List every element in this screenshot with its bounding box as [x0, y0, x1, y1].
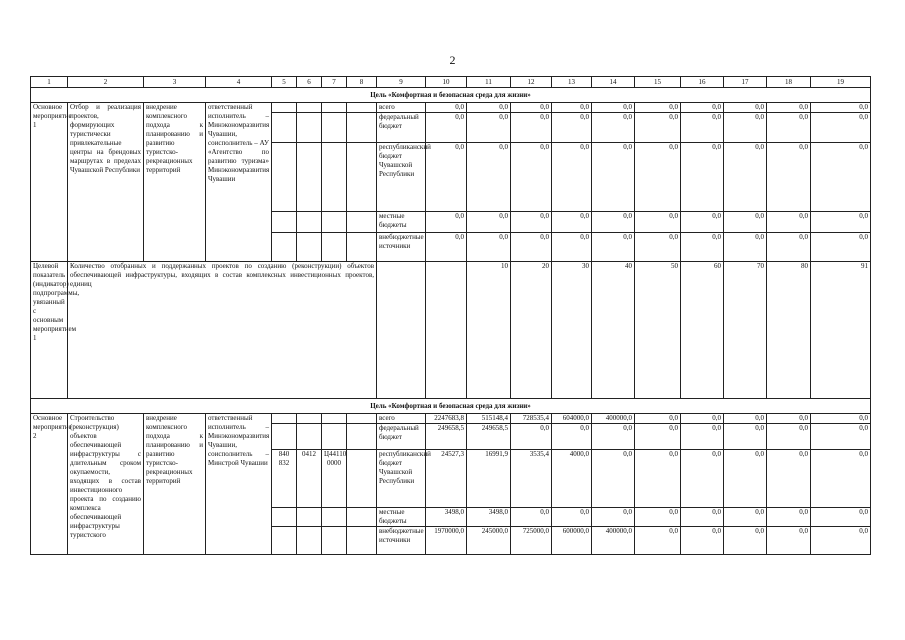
- funding-source: республиканский бюджет Чувашской Республики: [377, 450, 426, 508]
- empty-cell: [322, 508, 347, 527]
- value-cell: 0,0: [767, 508, 811, 527]
- value-cell: 604000,0: [552, 414, 592, 424]
- activity-label: Основное мероприятие 1: [31, 103, 68, 262]
- value-cell: 0,0: [724, 527, 767, 555]
- value-cell: 0,0: [724, 212, 767, 233]
- value-cell: 0,0: [511, 212, 552, 233]
- empty-cell: [322, 103, 347, 113]
- value-cell: 50: [635, 262, 681, 399]
- value-cell: 0,0: [681, 527, 724, 555]
- value-cell: 0,0: [811, 233, 871, 262]
- empty-cell: [297, 143, 322, 212]
- value-cell: 0,0: [724, 414, 767, 424]
- value-cell: 0,0: [511, 424, 552, 450]
- empty-cell: [297, 113, 322, 143]
- value-cell: 0,0: [426, 143, 467, 212]
- empty-cell: [297, 233, 322, 262]
- value-cell: 0,0: [724, 143, 767, 212]
- value-cell: 0,0: [811, 143, 871, 212]
- value-cell: 0,0: [467, 143, 511, 212]
- value-cell: 0,0: [592, 103, 635, 113]
- value-cell: 0,0: [811, 103, 871, 113]
- value-cell: 0,0: [767, 450, 811, 508]
- value-cell: 0,0: [635, 508, 681, 527]
- value-cell: 0,0: [635, 233, 681, 262]
- empty-cell: [377, 262, 426, 399]
- empty-cell: [347, 233, 377, 262]
- value-cell: 0,0: [811, 450, 871, 508]
- value-cell: 0,0: [681, 414, 724, 424]
- column-header: 1: [31, 77, 68, 88]
- project-name: Строительство (реконструкция) объектов обеспечивающей инфраструктуры с длительным сроком окупаемости, входящих в состав инвестиционного проекта по созданию комплекса обеспечивающей инфраструктуры туристского: [68, 414, 144, 555]
- value-cell: 0,0: [552, 103, 592, 113]
- value-cell: 0,0: [811, 508, 871, 527]
- empty-cell: [272, 424, 297, 450]
- empty-cell: [347, 424, 377, 450]
- empty-cell: [272, 414, 297, 424]
- goal-title: Цель «Комфортная и безопасная среда для жизни»: [31, 399, 871, 414]
- empty-cell: [297, 508, 322, 527]
- value-cell: 80: [767, 262, 811, 399]
- value-cell: 0,0: [767, 143, 811, 212]
- value-cell: 0,0: [552, 113, 592, 143]
- page-number: 2: [449, 53, 456, 67]
- value-cell: 0,0: [724, 113, 767, 143]
- value-cell: 0,0: [681, 508, 724, 527]
- empty-cell: [322, 414, 347, 424]
- header-row: [31, 77, 871, 88]
- empty-cell: [322, 212, 347, 233]
- value-cell: 0,0: [635, 450, 681, 508]
- value-cell: 0,0: [724, 233, 767, 262]
- goal-row: [31, 399, 871, 414]
- value-cell: 0,0: [592, 212, 635, 233]
- value-cell: 0,0: [511, 113, 552, 143]
- empty-cell: [347, 450, 377, 508]
- funding-source: федеральный бюджет: [377, 113, 426, 143]
- column-header: 3: [144, 77, 206, 88]
- value-cell: 0,0: [681, 113, 724, 143]
- table-row: [31, 103, 871, 113]
- funding-source: федеральный бюджет: [377, 424, 426, 450]
- value-cell: 0,0: [511, 508, 552, 527]
- value-cell: 0,0: [724, 424, 767, 450]
- funding-source: всего: [377, 103, 426, 113]
- value-cell: 0,0: [552, 143, 592, 212]
- value-cell: 0,0: [767, 414, 811, 424]
- empty-cell: [347, 103, 377, 113]
- value-cell: 0,0: [426, 212, 467, 233]
- column-header: 2: [68, 77, 144, 88]
- value-cell: 0,0: [635, 527, 681, 555]
- column-header: 9: [377, 77, 426, 88]
- value-cell: 0,0: [681, 233, 724, 262]
- value-cell: 0,0: [552, 212, 592, 233]
- empty-cell: [426, 262, 467, 399]
- value-cell: 0,0: [635, 414, 681, 424]
- direction-text: внедрение комплексного подхода к планированию и развитию туристско-рекреационных территорий: [144, 414, 206, 555]
- empty-cell: [272, 508, 297, 527]
- value-cell: 4000,0: [552, 450, 592, 508]
- column-header: 15: [635, 77, 681, 88]
- value-cell: 0,0: [681, 212, 724, 233]
- empty-cell: [272, 527, 297, 555]
- value-cell: 0,0: [681, 424, 724, 450]
- value-cell: 0,0: [511, 103, 552, 113]
- value-cell: 60: [681, 262, 724, 399]
- value-cell: 70: [724, 262, 767, 399]
- value-cell: 1970000,0: [426, 527, 467, 555]
- value-cell: 0,0: [467, 103, 511, 113]
- funding-source: внебюджетные источники: [377, 233, 426, 262]
- column-header: 17: [724, 77, 767, 88]
- value-cell: 0,0: [811, 527, 871, 555]
- value-cell: 20: [511, 262, 552, 399]
- value-cell: 0,0: [552, 233, 592, 262]
- value-cell: 0,0: [681, 450, 724, 508]
- value-cell: 3498,0: [467, 508, 511, 527]
- value-cell: 0,0: [467, 233, 511, 262]
- indicator-label: Целевой показатель (индикатор) подпрограммы, увязанный с основным мероприятием 1: [31, 262, 68, 399]
- column-header: 13: [552, 77, 592, 88]
- value-cell: 0,0: [724, 508, 767, 527]
- program-table: [30, 76, 871, 555]
- value-cell: 0,0: [811, 424, 871, 450]
- value-cell: 0,0: [426, 113, 467, 143]
- value-cell: 0,0: [467, 212, 511, 233]
- value-cell: 0,0: [426, 233, 467, 262]
- empty-cell: [297, 424, 322, 450]
- empty-cell: [272, 212, 297, 233]
- empty-cell: [297, 103, 322, 113]
- value-cell: 0,0: [426, 103, 467, 113]
- column-header: 14: [592, 77, 635, 88]
- value-cell: 30: [552, 262, 592, 399]
- empty-cell: [322, 143, 347, 212]
- value-cell: 0,0: [592, 424, 635, 450]
- column-header: 11: [467, 77, 511, 88]
- empty-cell: [297, 414, 322, 424]
- value-cell: 0,0: [592, 233, 635, 262]
- indicator-text: Количество отобранных и поддержанных проектов по созданию (реконструкции) объектов обеспечивающей инфраструктуры, входящих в состав комплексных инвестиционных проектов, единиц: [68, 262, 377, 399]
- value-cell: 0,0: [635, 424, 681, 450]
- empty-cell: [272, 233, 297, 262]
- table-row: [31, 414, 871, 424]
- value-cell: 91: [811, 262, 871, 399]
- value-cell: 0,0: [767, 113, 811, 143]
- value-cell: 0,0: [767, 233, 811, 262]
- value-cell: 0,0: [811, 212, 871, 233]
- empty-cell: [347, 212, 377, 233]
- empty-cell: [322, 424, 347, 450]
- funding-source: местные бюджеты: [377, 508, 426, 527]
- value-cell: 0,0: [767, 424, 811, 450]
- value-cell: 0,0: [467, 113, 511, 143]
- empty-cell: [347, 527, 377, 555]
- value-cell: 0,0: [635, 103, 681, 113]
- value-cell: 400000,0: [592, 527, 635, 555]
- value-cell: 0,0: [767, 212, 811, 233]
- empty-cell: [322, 233, 347, 262]
- column-header: 18: [767, 77, 811, 88]
- value-cell: 0,0: [635, 113, 681, 143]
- empty-cell: [347, 508, 377, 527]
- value-cell: 3535,4: [511, 450, 552, 508]
- goal-row: [31, 88, 871, 103]
- empty-cell: [297, 527, 322, 555]
- column-header: 16: [681, 77, 724, 88]
- empty-cell: [347, 113, 377, 143]
- empty-cell: [272, 113, 297, 143]
- column-header: 12: [511, 77, 552, 88]
- funding-source: внебюджетные источники: [377, 527, 426, 555]
- code-grbs: 840 832: [272, 450, 297, 508]
- value-cell: 40: [592, 262, 635, 399]
- funding-source: республиканский бюджет Чувашской Республики: [377, 143, 426, 212]
- value-cell: 249658,5: [426, 424, 467, 450]
- value-cell: 0,0: [767, 103, 811, 113]
- empty-cell: [347, 414, 377, 424]
- value-cell: 0,0: [552, 508, 592, 527]
- executor-text: ответственный исполнитель – Минэкономразвития Чувашии, соисполнитель – АУ «Агентство по развитию туризма» Минэкономразвития Чувашии: [206, 103, 272, 262]
- column-header: 5: [272, 77, 297, 88]
- empty-cell: [297, 212, 322, 233]
- column-header: 8: [347, 77, 377, 88]
- value-cell: 0,0: [724, 450, 767, 508]
- code-csr: Ц44110 0000: [322, 450, 347, 508]
- empty-cell: [322, 527, 347, 555]
- value-cell: 3498,0: [426, 508, 467, 527]
- value-cell: 2247683,8: [426, 414, 467, 424]
- column-header: 10: [426, 77, 467, 88]
- column-header: 7: [322, 77, 347, 88]
- value-cell: 245000,0: [467, 527, 511, 555]
- empty-cell: [347, 143, 377, 212]
- project-name: Отбор и реализация проектов, формирующих туристически привлекательные центры на брендовых маршрутах в пределах Чувашской Республики: [68, 103, 144, 262]
- value-cell: 0,0: [811, 113, 871, 143]
- value-cell: 0,0: [511, 143, 552, 212]
- value-cell: 0,0: [635, 143, 681, 212]
- value-cell: 0,0: [767, 527, 811, 555]
- value-cell: 0,0: [635, 212, 681, 233]
- direction-text: внедрение комплексного подхода к планированию и развитию туристско-рекреационных территорий: [144, 103, 206, 262]
- value-cell: 0,0: [724, 103, 767, 113]
- activity-label: Основное мероприятие 2: [31, 414, 68, 555]
- executor-text: ответственный исполнитель – Минэкономразвития Чувашии, соисполнитель – Минстрой Чувашии: [206, 414, 272, 555]
- funding-source: местные бюджеты: [377, 212, 426, 233]
- value-cell: 0,0: [592, 143, 635, 212]
- value-cell: 725000,0: [511, 527, 552, 555]
- value-cell: 0,0: [592, 508, 635, 527]
- value-cell: 249658,5: [467, 424, 511, 450]
- value-cell: 600000,0: [552, 527, 592, 555]
- column-header: 19: [811, 77, 871, 88]
- value-cell: 0,0: [811, 414, 871, 424]
- value-cell: 0,0: [681, 103, 724, 113]
- value-cell: 16991,9: [467, 450, 511, 508]
- value-cell: 0,0: [592, 113, 635, 143]
- value-cell: 515148,4: [467, 414, 511, 424]
- value-cell: 0,0: [552, 424, 592, 450]
- funding-source: всего: [377, 414, 426, 424]
- empty-cell: [322, 113, 347, 143]
- empty-cell: [272, 103, 297, 113]
- indicator-row: [31, 262, 871, 399]
- empty-cell: [272, 143, 297, 212]
- value-cell: 24527,3: [426, 450, 467, 508]
- value-cell: 10: [467, 262, 511, 399]
- goal-title: Цель «Комфортная и безопасная среда для жизни»: [31, 88, 871, 103]
- code-rz: 0412: [297, 450, 322, 508]
- value-cell: 0,0: [592, 450, 635, 508]
- column-header: 4: [206, 77, 272, 88]
- value-cell: 728535,4: [511, 414, 552, 424]
- column-header: 6: [297, 77, 322, 88]
- value-cell: 400000,0: [592, 414, 635, 424]
- value-cell: 0,0: [511, 233, 552, 262]
- value-cell: 0,0: [681, 143, 724, 212]
